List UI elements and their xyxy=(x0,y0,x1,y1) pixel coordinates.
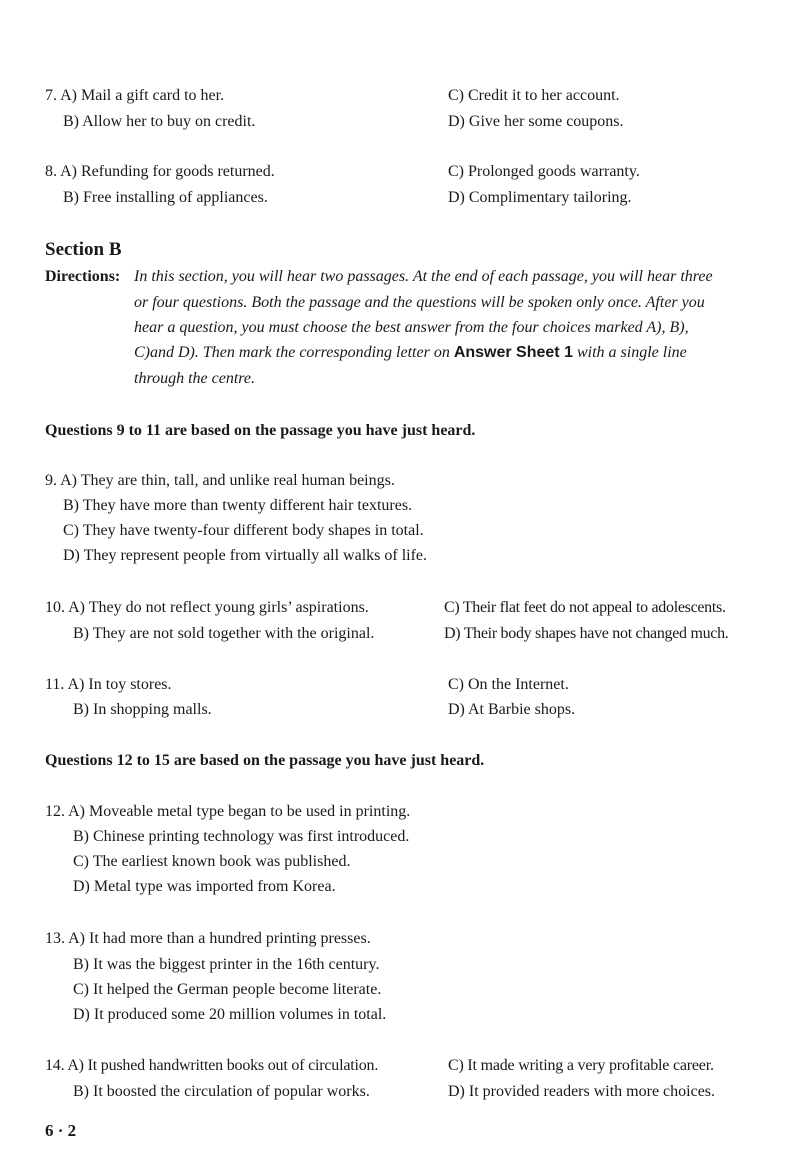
option-d: D) At Barbie shops. xyxy=(448,701,576,718)
page-number: 6 · 2 xyxy=(45,1121,77,1140)
option-d: D) Complimentary tailoring. xyxy=(448,189,632,206)
question-7 xyxy=(45,87,224,105)
question-13 xyxy=(45,930,371,948)
question-9 xyxy=(45,472,395,490)
answer-sheet-label: Answer Sheet 1 xyxy=(453,344,573,361)
question-number: 8. xyxy=(45,163,57,180)
option-a: A) It pushed handwritten books out of circulation. xyxy=(67,1057,379,1074)
option-a: A) They do not reflect young girls’ aspirations. xyxy=(68,599,369,616)
question-11 xyxy=(45,676,172,694)
option-c: C) They have twenty-four different body shapes in total. xyxy=(63,522,424,539)
question-number: 14. xyxy=(45,1057,65,1074)
option-c: C) Prolonged goods warranty. xyxy=(448,163,640,180)
question-number: 12. xyxy=(45,803,65,820)
option-c: C) Credit it to her account. xyxy=(448,87,620,104)
option-a: A) Refunding for goods returned. xyxy=(60,163,275,180)
option-b: B) It was the biggest printer in the 16th century. xyxy=(73,956,380,973)
question-number: 7. xyxy=(45,87,57,104)
option-d: D) They represent people from virtually all walks of life. xyxy=(63,547,428,564)
directions-line-1: In this section, you will hear two passages. At the end of each passage, you will hear three xyxy=(134,268,713,285)
option-a: A) Moveable metal type began to be used in printing. xyxy=(68,803,411,820)
directions-line-5: through the centre. xyxy=(134,370,256,387)
option-d: D) It produced some 20 million volumes in total. xyxy=(73,1006,387,1023)
section-title: Section B xyxy=(45,239,122,260)
option-b: B) It boosted the circulation of popular works. xyxy=(73,1083,370,1100)
question-10 xyxy=(45,599,369,617)
option-d: D) Metal type was imported from Korea. xyxy=(73,878,336,895)
option-b: B) They have more than twenty different hair textures. xyxy=(63,497,413,514)
option-b: B) Free installing of appliances. xyxy=(63,189,268,206)
option-a: A) Mail a gift card to her. xyxy=(60,87,225,104)
option-a: A) It had more than a hundred printing presses. xyxy=(68,930,371,947)
questions-heading: Questions 9 to 11 are based on the passage you have just heard. xyxy=(45,422,476,439)
option-b: B) In shopping malls. xyxy=(73,701,212,718)
option-a: A) In toy stores. xyxy=(67,676,172,693)
question-number: 13. xyxy=(45,930,65,947)
question-number: 11. xyxy=(45,676,65,693)
option-d: D) Their body shapes have not changed much. xyxy=(444,625,729,642)
option-c: C) The earliest known book was published. xyxy=(73,853,351,870)
question-14 xyxy=(45,1057,378,1075)
directions-text: with a single line xyxy=(576,344,687,361)
directions-text: C)and D). Then mark the corresponding letter on xyxy=(134,344,450,361)
question-12 xyxy=(45,803,410,821)
directions-line-2: or four questions. Both the passage and the questions will be spoken only once. After you xyxy=(134,294,705,311)
option-a: A) They are thin, tall, and unlike real human beings. xyxy=(60,472,395,489)
option-b: B) Chinese printing technology was first introduced. xyxy=(73,828,410,845)
option-b: B) They are not sold together with the original. xyxy=(73,625,375,642)
question-number: 9. xyxy=(45,472,57,489)
directions-label: Directions: xyxy=(45,268,121,285)
option-d: D) Give her some coupons. xyxy=(448,113,624,130)
option-d: D) It provided readers with more choices. xyxy=(448,1083,716,1100)
question-number: 10. xyxy=(45,599,65,616)
option-c: C) On the Internet. xyxy=(448,676,569,693)
questions-heading: Questions 12 to 15 are based on the passage you have just heard. xyxy=(45,752,485,769)
option-b: B) Allow her to buy on credit. xyxy=(63,113,256,130)
directions-line-4 xyxy=(134,344,687,362)
option-c: C) It helped the German people become literate. xyxy=(73,981,382,998)
option-c: C) It made writing a very profitable career. xyxy=(448,1057,714,1074)
directions-line-3: hear a question, you must choose the best answer from the four choices marked A), B), xyxy=(134,319,689,336)
option-c: C) Their flat feet do not appeal to adolescents. xyxy=(444,599,726,616)
question-8 xyxy=(45,163,275,181)
